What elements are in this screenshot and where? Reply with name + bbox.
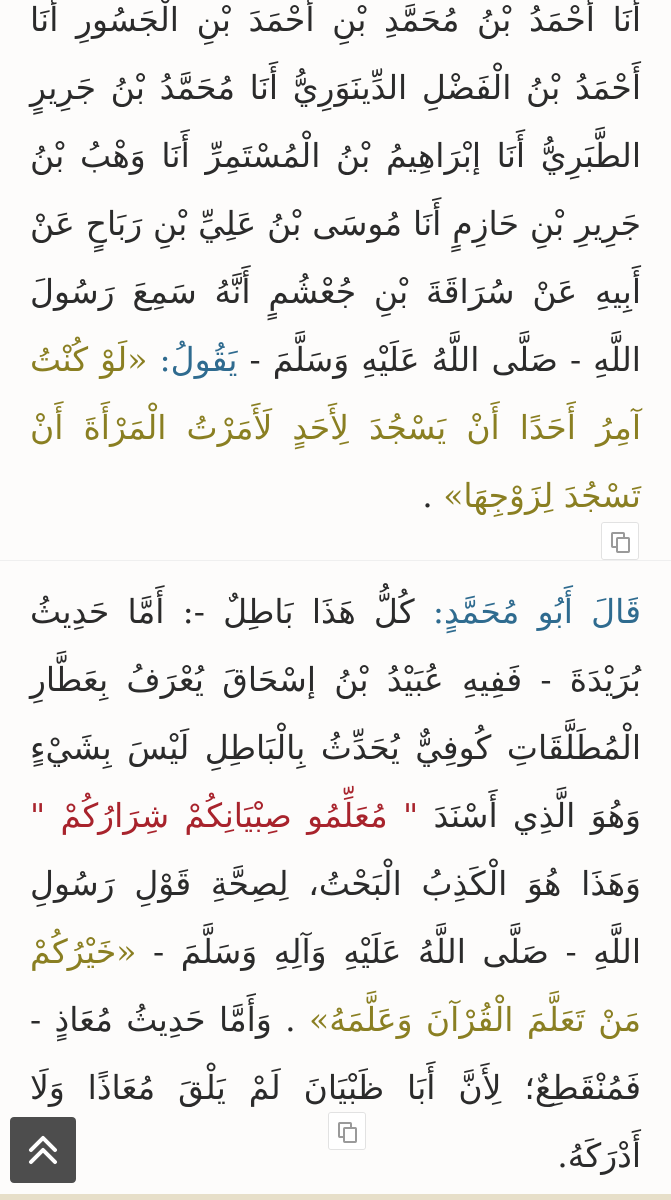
paragraph-commentary — [30, 578, 641, 1190]
bottom-border — [0, 1194, 671, 1200]
paragraph-end: . — [422, 476, 433, 515]
hadith-quote-2: «خَيْرُكُمْ مَنْ تَعَلَّمَ الْقُرْآنَ وَعَلَّمَهُ» — [30, 932, 642, 1039]
scroll-to-top-button[interactable] — [10, 1117, 76, 1183]
divider — [0, 560, 671, 561]
commentary-text-b: وَهَذَا هُوَ الْكَذِبُ الْبَحْتُ، لِصِحَّةِ قَوْلِ رَسُولِ اللَّهِ - صَلَّى اللَّهُ عَلَيْهِ وَآلِهِ وَسَلَّمَ - — [30, 864, 642, 971]
copy-icon — [338, 1122, 356, 1140]
copy-button-2[interactable] — [328, 1112, 366, 1150]
commentary-text-a: كُلُّ هَذَا بَاطِلٌ -: أَمَّا حَدِيثُ بُرَيْدَةَ - فَفِيهِ عُبَيْدُ بْنُ إسْحَاقَ يُعْرَفُ بِعَطَّارِ الْمُطَلَّقَاتِ كُوفِيٌّ يُحَدِّثُ بِالْبَاطِلِ لَيْسَ بِشَيْءٍ وَهُوَ الَّذِي أَسْنَدَ — [30, 592, 641, 835]
red-quote: " مُعَلِّمُو صِبْيَانِكُمْ شِرَارُكُمْ " — [30, 796, 419, 835]
hadith-quote: «لَوْ كُنْتُ آمِرُ أَحَدًا أَنْ يَسْجُدَ لِأَحَدٍ لَأَمَرْتُ الْمَرْأَةَ أَنْ تَسْجُدَ لِزَوْجِهَا» — [30, 340, 641, 515]
isnad-text: أَنَا أَحْمَدُ بْنُ مُحَمَّدِ بْنِ أَحْمَدَ بْنِ الْجَسُورِ أَنَا أَحْمَدُ بْنُ الْفَضْلِ الدِّينَوَرِيُّ أَنَا مُحَمَّدُ بْنُ جَرِيرٍ الطَّبَرِيُّ أَنَا إبْرَاهِيمُ بْنُ الْمُسْتَمِرِّ أَنَا وَهْبُ بْنُ جَرِيرِ بْنِ حَازِمٍ أَنَا مُوسَى بْنُ عَلِيِّ بْنِ رَبَاحٍ عَنْ أَبِيهِ عَنْ سُرَاقَةَ بْنِ جُعْشُمٍ أَنَّهُ سَمِعَ رَسُولَ اللَّهِ - صَلَّى اللَّهُ عَلَيْهِ وَسَلَّمَ - — [30, 0, 641, 379]
commentary-text-c: . وَأَمَّا حَدِيثُ مُعَاذٍ - فَمُنْقَطِعٌ؛ لِأَنَّ أَبَا ظَبْيَانَ لَمْ يَلْقَ مُعَاذًا وَلَا أَدْرَكَهُ. — [30, 1000, 641, 1175]
yaqulu-label: يَقُولُ: — [159, 340, 238, 379]
paragraph-isnad — [30, 0, 641, 530]
copy-icon — [611, 532, 629, 550]
speaker-label: قَالَ أَبُو مُحَمَّدٍ: — [432, 592, 641, 631]
copy-button[interactable] — [601, 522, 639, 560]
double-chevron-up-icon — [23, 1130, 63, 1170]
